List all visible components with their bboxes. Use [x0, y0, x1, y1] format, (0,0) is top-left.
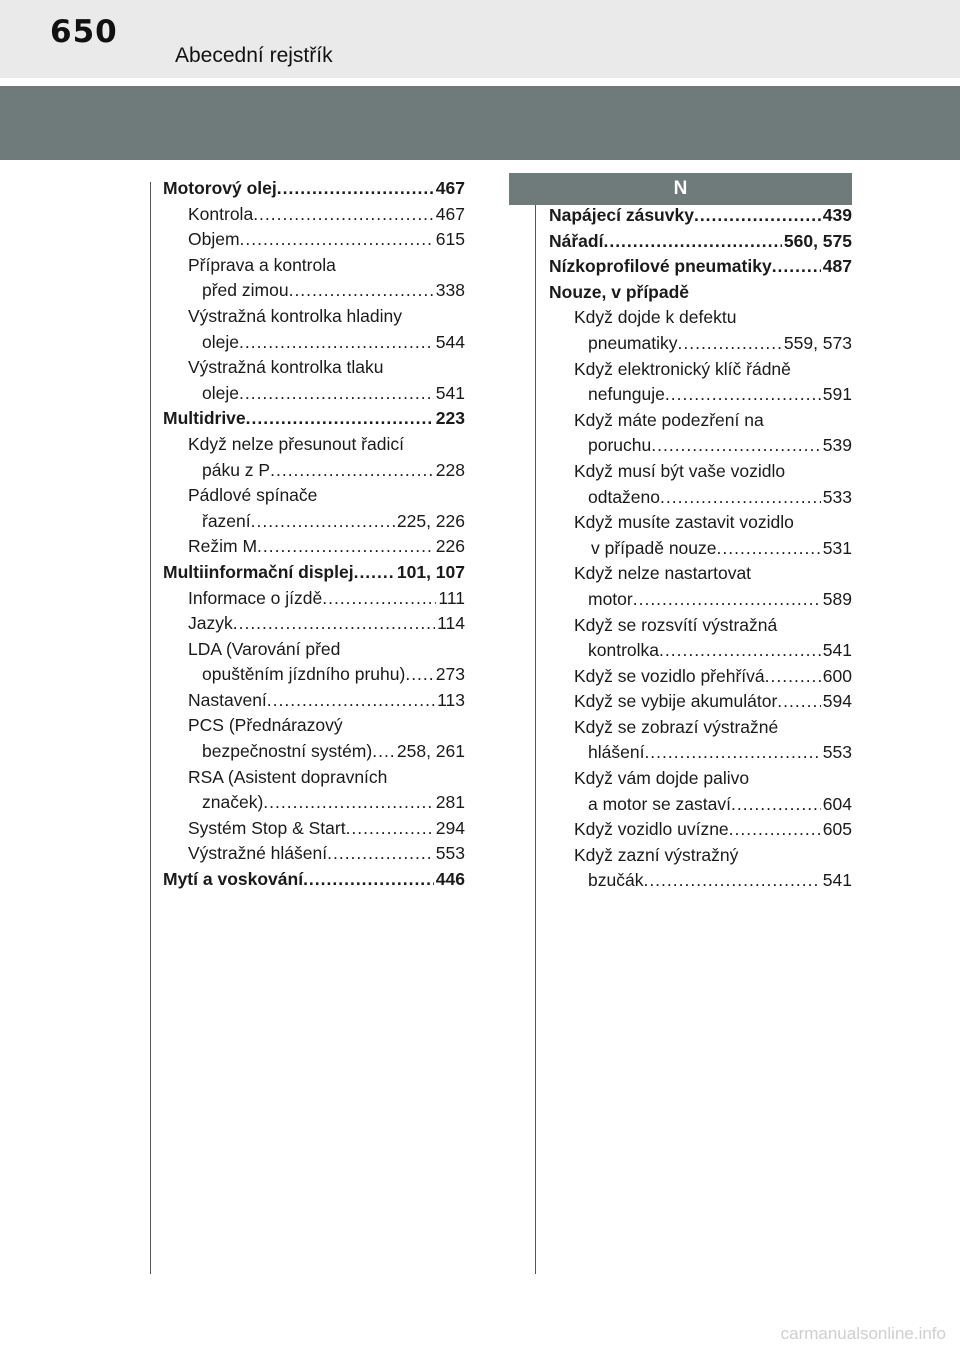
index-entry[interactable]: pneumatiky ..... 559, 573 — [549, 331, 852, 357]
index-entry[interactable]: Motorový olej ..... 467 — [163, 176, 465, 202]
index-entry-label: Když nelze nastartovat — [574, 563, 752, 584]
index-entry[interactable]: Multiinformační displej ..... 101, 107 — [163, 560, 465, 586]
index-entry-label: Výstražná kontrolka hladiny — [188, 305, 402, 326]
index-column-right — [549, 203, 852, 894]
index-entry[interactable]: a motor se zastaví ..... 604 — [549, 792, 852, 818]
index-entry[interactable]: řazení ..... 225, 226 — [163, 509, 465, 535]
index-entry[interactable]: Napájecí zásuvky ..... 439 — [549, 203, 852, 229]
index-entry-label: Když zazní výstražný — [574, 844, 739, 865]
index-entry-label: Když se rozsvítí výstražná — [574, 614, 778, 635]
index-entry[interactable]: odtaženo ..... 533 — [549, 485, 852, 511]
index-entry[interactable]: oleje ..... 541 — [163, 381, 465, 407]
index-entry[interactable]: značek) ..... 281 — [163, 790, 465, 816]
index-entry-label: Když nelze přesunout řadicí — [188, 433, 404, 454]
index-entry[interactable]: Režim M ..... 226 — [163, 534, 465, 560]
index-entry-label: Když musí být vaše vozidlo — [574, 460, 786, 481]
index-entry-label: Když vám dojde palivo — [574, 768, 750, 789]
index-entry[interactable]: v případě nouze ..... 531 — [549, 536, 852, 562]
index-entry[interactable]: bzučák ..... 541 — [549, 868, 852, 894]
index-entry-label: Když dojde k defektu — [574, 307, 737, 328]
page-number: 650 — [50, 14, 118, 50]
index-entry[interactable]: Když vozidlo uvízne ..... 605 — [549, 817, 852, 843]
index-column-left — [163, 176, 465, 893]
column-divider-left — [150, 182, 151, 1274]
header-bar — [0, 0, 960, 78]
index-entry[interactable]: Informace o jízdě ..... 111 — [163, 586, 465, 612]
section-title: Abecední rejstřík — [175, 44, 333, 67]
index-entry[interactable]: bezpečnostní systém) ..... 258, 261 — [163, 739, 465, 765]
index-entry[interactable]: hlášení ..... 553 — [549, 740, 852, 766]
index-entry[interactable]: Jazyk ..... 114 — [163, 611, 465, 637]
index-entry-label: Nouze, v případě — [549, 281, 690, 302]
index-entry-label: Příprava a kontrola — [188, 254, 336, 275]
index-entry[interactable]: Multidrive ..... 223 — [163, 406, 465, 432]
index-entry-label: Pádlové spínače — [188, 485, 318, 506]
letter-heading: N — [509, 173, 852, 205]
index-entry[interactable]: poruchu ..... 539 — [549, 433, 852, 459]
watermark: carmanualsonline.info — [780, 1324, 946, 1343]
index-entry[interactable]: Objem ..... 615 — [163, 227, 465, 253]
index-entry-label: Když máte podezření na — [574, 409, 764, 430]
index-entry[interactable]: Když se vozidlo přehřívá ..... 600 — [549, 664, 852, 690]
column-divider-middle — [535, 182, 536, 1274]
index-entry[interactable]: Výstražné hlášení ..... 553 — [163, 841, 465, 867]
index-entry-label: Výstražná kontrolka tlaku — [188, 357, 384, 378]
index-entry[interactable]: opuštěním jízdního pruhu) ..... 273 — [163, 662, 465, 688]
index-entry[interactable]: nefunguje ..... 591 — [549, 382, 852, 408]
index-entry[interactable]: Systém Stop & Start ..... 294 — [163, 816, 465, 842]
index-entry[interactable]: kontrolka ..... 541 — [549, 638, 852, 664]
header-band — [0, 86, 960, 160]
index-entry[interactable]: před zimou ..... 338 — [163, 278, 465, 304]
index-entry[interactable]: Nastavení ..... 113 — [163, 688, 465, 714]
index-entry-label: RSA (Asistent dopravních — [188, 766, 388, 787]
index-entry[interactable]: Nářadí ..... 560, 575 — [549, 229, 852, 255]
index-entry[interactable]: Kontrola ..... 467 — [163, 202, 465, 228]
index-entry[interactable]: páku z P ..... 228 — [163, 458, 465, 484]
index-entry-label: Když elektronický klíč řádně — [574, 358, 791, 379]
index-entry-label: LDA (Varování před — [188, 638, 341, 659]
index-entry[interactable]: Když se vybije akumulátor ..... 594 — [549, 689, 852, 715]
index-entry[interactable]: oleje ..... 544 — [163, 330, 465, 356]
index-entry-label: Když se zobrazí výstražné — [574, 716, 779, 737]
index-entry[interactable]: motor ..... 589 — [549, 587, 852, 613]
index-entry-label: Když musíte zastavit vozidlo — [574, 512, 794, 533]
index-entry[interactable]: Mytí a voskování ..... 446 — [163, 867, 465, 893]
index-entry-label: PCS (Přednárazový — [188, 715, 343, 736]
index-entry[interactable]: Nízkoprofilové pneumatiky ..... 487 — [549, 254, 852, 280]
